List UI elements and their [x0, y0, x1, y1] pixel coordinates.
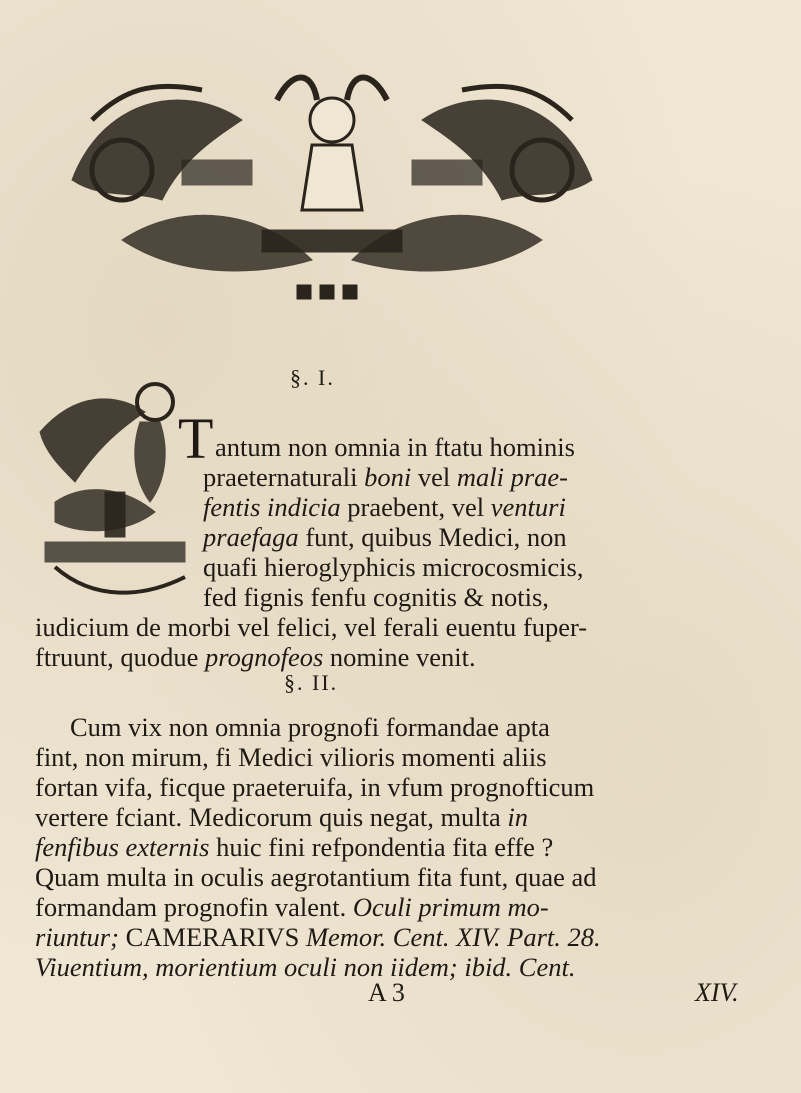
- cherub-initial-ornament: [35, 372, 195, 602]
- italic-span: Memor. Cent. XIV. Part. 28.: [299, 922, 601, 952]
- text-span: huic fini refpondentia fita effe ?: [209, 832, 554, 862]
- para1-line8: [35, 642, 476, 672]
- para2-line1: Cum vix non omnia prognofi formandae apta: [70, 712, 550, 742]
- para1-line7: iudicium de morbi vel felici, vel ferali euentu fuper-: [35, 612, 588, 642]
- section-number-2: §. II.: [284, 670, 339, 695]
- para2-line5: [35, 832, 553, 862]
- text-span: vertere fciant. Medicorum quis negat, multa: [35, 802, 508, 832]
- text-span: ftruunt, quodue: [35, 642, 206, 672]
- section-number-1: §. I.: [290, 365, 335, 390]
- italic-span: fentis indicia: [203, 492, 341, 522]
- para1-line1: antum non omnia in ftatu hominis: [215, 432, 575, 462]
- para2-line9: Viuentium, morientium oculi non iidem; ibid. Cent.: [35, 952, 576, 982]
- text-span: praebent, vel: [340, 492, 491, 522]
- para2-line8: [35, 922, 601, 952]
- para2-line2: fint, non mirum, fi Medici vilioris momenti aliis: [35, 742, 547, 772]
- italic-span: boni: [364, 462, 412, 492]
- italic-span: venturi: [490, 492, 566, 522]
- italic-span: mali prae-: [456, 462, 568, 492]
- italic-span: praefaga: [203, 522, 299, 552]
- italic-span: riuntur;: [35, 922, 126, 952]
- italic-span: fenfibus externis: [35, 832, 210, 862]
- text-span: funt, quibus Medici, non: [298, 522, 567, 552]
- italic-span: in: [507, 802, 529, 832]
- drop-cap-letter: T: [178, 406, 214, 471]
- para1-line6: fed fignis fenfu cognitis & notis,: [203, 582, 549, 612]
- para1-line5: quafi hieroglyphicis microcosmicis,: [203, 552, 584, 582]
- para1-line2: [203, 462, 568, 492]
- signature-mark: A 3: [368, 978, 405, 1007]
- text-span: praeternaturali: [203, 462, 365, 492]
- text-span: formandam prognofin valent.: [35, 892, 353, 922]
- para1-line3: [203, 492, 566, 522]
- text-span: vel: [411, 462, 457, 492]
- para2-line6: Quam multa in oculis aegrotantium fita funt, quae ad: [35, 862, 597, 892]
- para2-line3: fortan vifa, ficque praeteruifa, in vfum prognofticum: [35, 772, 595, 802]
- headpiece-ornament: [62, 60, 602, 300]
- italic-span: prognofeos: [205, 642, 324, 672]
- text-span: CAMERARIVS: [125, 922, 300, 952]
- para2-line7: [35, 892, 549, 922]
- italic-span: Oculi primum mo-: [352, 892, 549, 922]
- text-span: nomine venit.: [323, 642, 476, 672]
- para1-line4: [203, 522, 567, 552]
- catchword: XIV.: [695, 978, 739, 1007]
- para2-line4: [35, 802, 528, 832]
